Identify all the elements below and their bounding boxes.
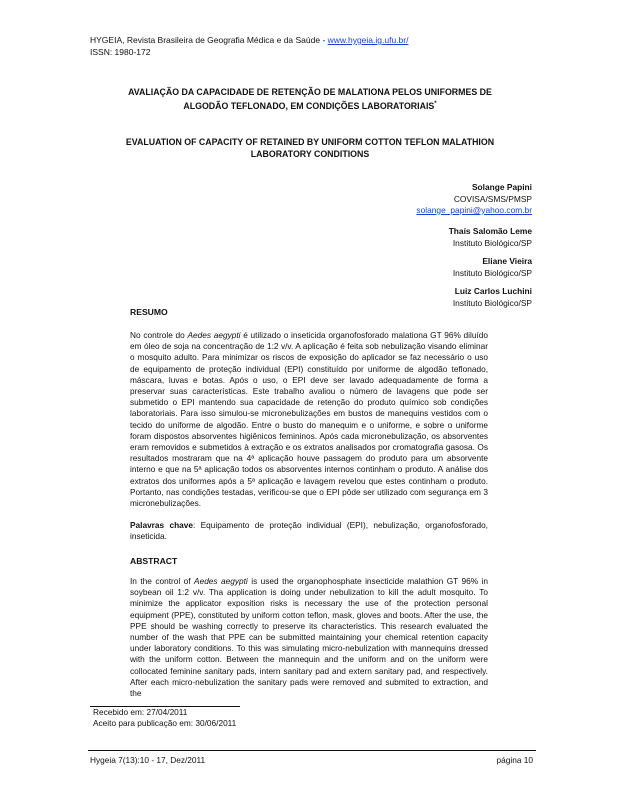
author-4: Luiz Carlos Luchini Instituto Biológico/SP <box>452 286 532 308</box>
running-header <box>90 34 408 58</box>
author-2: Thaís Salomão Leme Instituto Biológico/SP <box>448 226 532 248</box>
species-name: Aedes aegypti <box>187 330 241 340</box>
journal-line: HYGEIA, Revista Brasileira de Geografia Médica e da Saúde - www.hygeia.ig.ufu.br/ <box>90 35 409 45</box>
footnote-marker: * <box>434 101 437 107</box>
author-3: Eliane Vieira Instituto Biológico/SP <box>452 256 532 278</box>
journal-link[interactable]: www.hygeia.ig.ufu.br/ <box>327 35 409 45</box>
author-email-link[interactable]: solange_papini@yahoo.com.br <box>416 205 532 215</box>
resumo-text: No controle do Aedes aegypti é utilizado o inseticida organofosforado malationa GT 96% diluído em óleo de soja na concentração de 1:2 v/v. A aplicação é feita sob nebulização visando eliminar o mosquito adulto. Para minimizar os riscos de exposição do aplicador se faz necessário o uso de equipamento de proteção individual (EPI) constituído por uniforme de algodão teflonado, máscara, luvas e botas. Após o uso, o EPI deve ser lavado adequadamente de forma a preservar suas características. Este trabalho avaliou o número de lavagens que pode ser submetido o EPI mantendo sua capacidade de retenção do produto químico sob condições laboratoriais. Para isso simulou-se micronebulizações em bustos de manequins vestidos com o tecido do uniforme de algodão. Entre o busto do manequim e o uniforme, e sobre o uniforme foram dispostos absorventes higiênicos femininos. Após cada micronebulização, os absorventes eram removidos e submetidos à extração e os extratos analisados por cromatografia gasosa. Os resultados mostraram que na 4ª aplicação houve passagem do produto para um absorvente interno e que na 5ª aplicação todos os absorventes internos continham o produto. A análise dos extratos dos uniformes após a 5ª aplicação e lavagem revelou que estes continham o produto. Portanto, nas condições testadas, verificou-se que o EPI pôde ser utilizado com segurança em 3 micronebulizações. <box>130 330 488 509</box>
accepted-date: Aceito para publicação em: 30/06/2011 <box>93 718 237 728</box>
abstract-heading: ABSTRACT <box>130 556 178 566</box>
footer-citation: Hygeia 7(13):10 - 17, Dez/2011 <box>90 755 206 765</box>
page-number: página 10 <box>496 755 533 765</box>
resumo-heading: RESUMO <box>130 307 168 317</box>
abstract-text: In the control of Aedes aegypti is used the organophosphate insecticide malathion GT 96% in soybean oil 1:2 v/v. Tha application is doing under nebulization to kill the adult mosquito. To minimize the applicator exposition risks is necessary the use of the protection personal equipment (PPE), constituted by uniform cotton teflon, mask, gloves and boots. After the use, the PPE should be washing correctly to preserve its characteristics. This research evaluated the number of the wash that PPE can be submitted maintaining your chemical retention capacity under laboratory conditions. To this was simulating micro-nebulization with mannequins dressed with the uniform cotton. Between the mannequin and the uniform and on the uniform were collocated feminine sanitary pads, intern sanitary pad and extern sanitary pad, and respectively. After each micro-nebulization the sanitary pads were removed and submited to extraction, and the <box>130 576 489 699</box>
received-date: Recebido em: 27/04/2011 <box>93 707 188 717</box>
keywords-label: Palavras chave <box>130 520 193 530</box>
keywords: Palavras chave: Equipamento de proteção individual (EPI), nebulização, organofosforado, inseticida. <box>130 520 488 542</box>
title-pt: AVALIAÇÃO DA CAPACIDADE DE RETENÇÃO DE MALATIONA PELOS UNIFORMES DE ALGODÃO TEFLONADO, EM CONDIÇÕES LABORATORIAIS* <box>128 87 492 111</box>
title-en: EVALUATION OF CAPACITY OF RETAINED BY UNIFORM COTTON TEFLON MALATHION LABORATORY CONDITIONS <box>125 137 495 159</box>
species-name: Aedes aegypti <box>194 576 248 586</box>
author-1: Solange Papini COVISA/SMS/PMSP solange_papini@yahoo.com.br <box>416 182 532 215</box>
issn: ISSN: 1980-172 <box>90 47 151 57</box>
footer-divider <box>88 750 536 751</box>
